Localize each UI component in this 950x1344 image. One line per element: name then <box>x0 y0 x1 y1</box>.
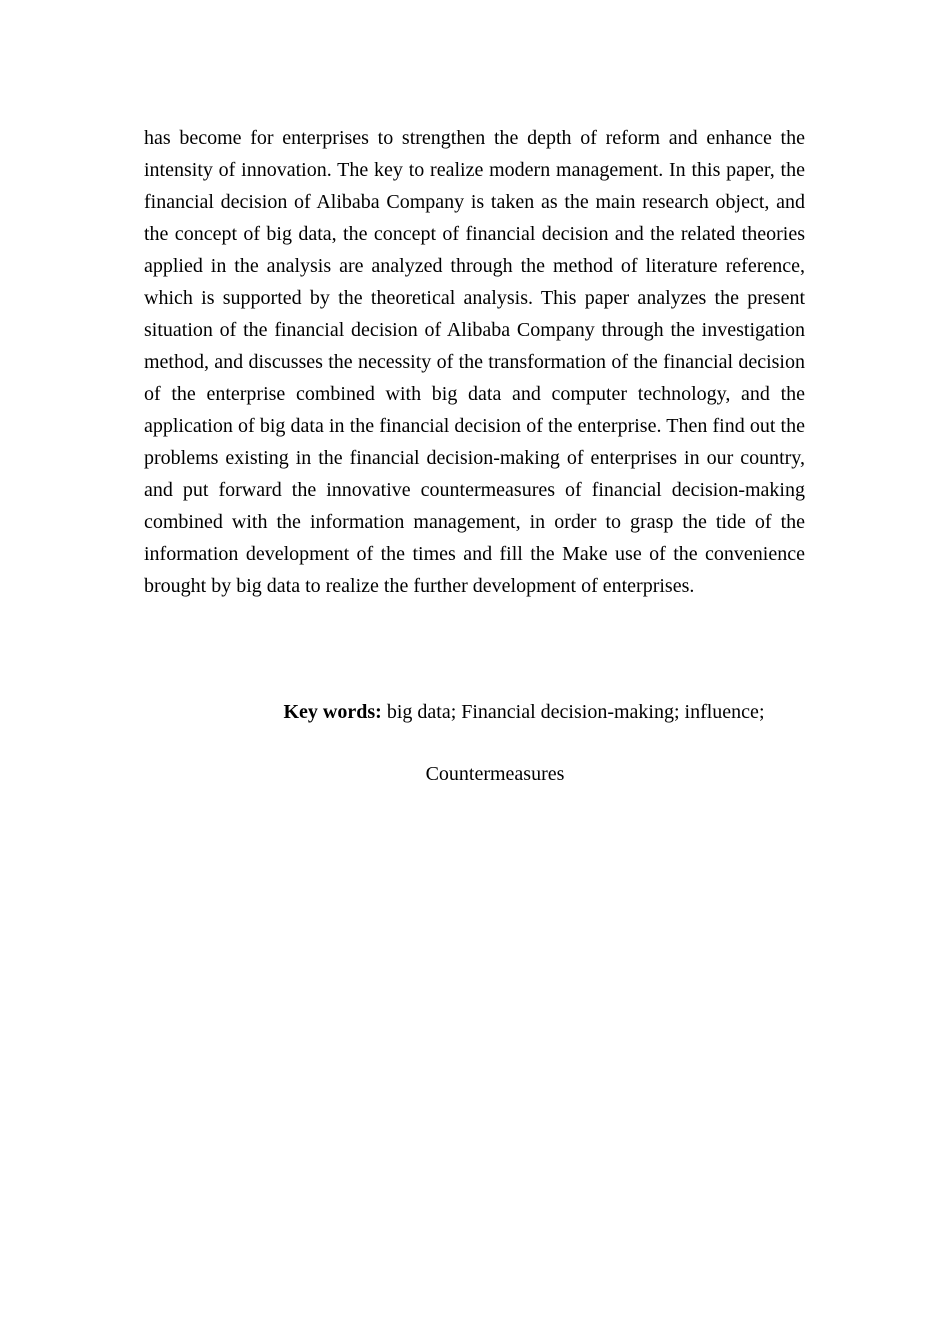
abstract-body: has become for enterprises to strengthen the depth of reform and enhance the intensity of innovation. The key to realize modern management. In this paper, the financial decision of Alibaba Company is taken as the main research object, and the concept of big data, the concept of financial decision and the related theories applied in the analysis are analyzed through the method of literature reference, which is supported by the theoretical analysis. This paper analyzes the present situation of the financial decision of Alibaba Company through the investigation method, and discusses the necessity of the transformation of the financial decision of the enterprise combined with big data and computer technology, and the application of big data in the financial decision of the enterprise. Then find out the problems existing in the financial decision-making of enterprises in our country, and put forward the innovative countermeasures of financial decision-making combined with the information management, in order to grasp the tide of the information development of the times and fill the Make use of the convenience brought by big data to realize the further development of enterprises. <box>144 127 805 597</box>
keywords-list: big data; Financial decision-making; influence; <box>381 701 765 723</box>
keywords-line <box>144 696 805 728</box>
keywords-label: Key words: <box>283 701 382 723</box>
keywords-continuation: Countermeasures <box>425 763 565 785</box>
